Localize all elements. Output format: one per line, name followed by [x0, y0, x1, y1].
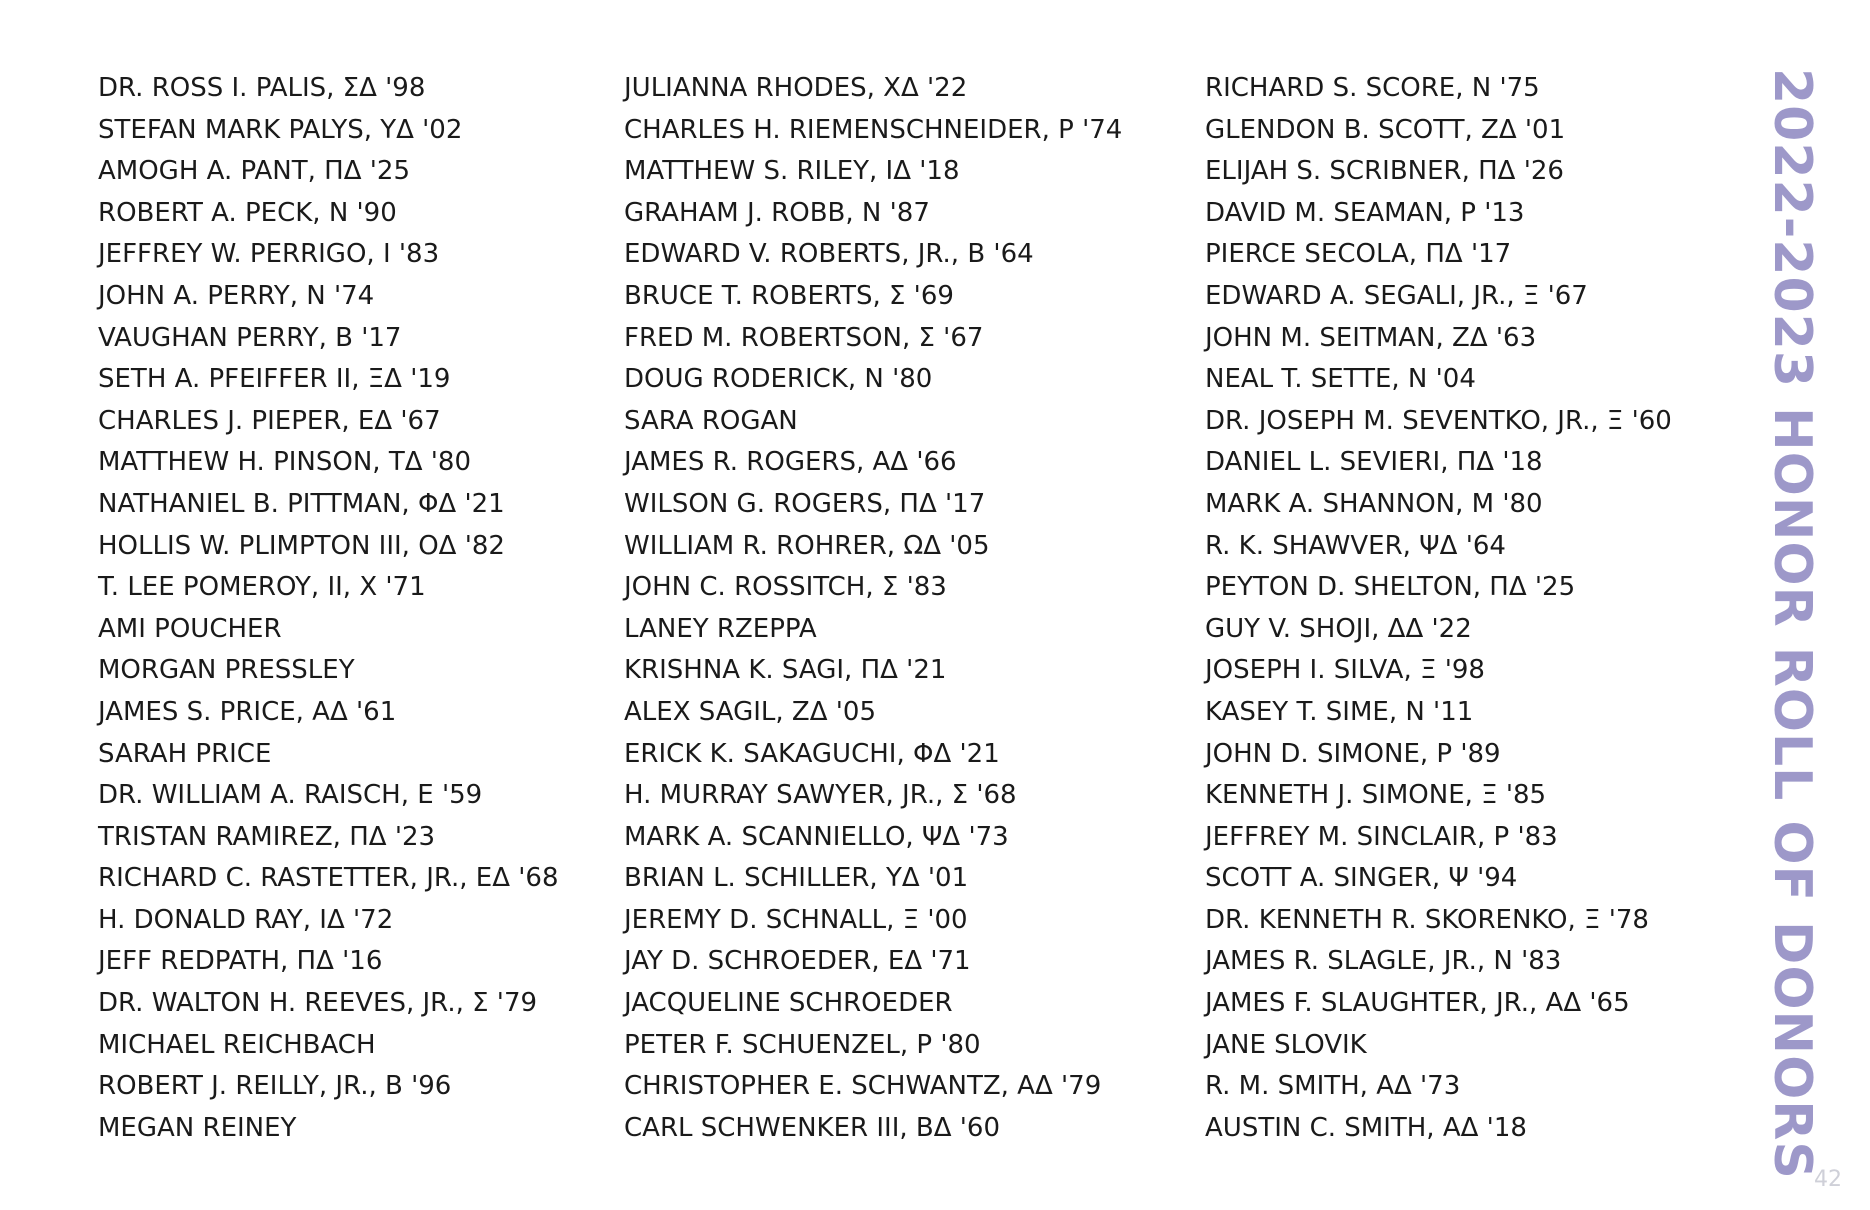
donor-name: MATTHEW S. RILEY, ΙΔ '18: [624, 156, 960, 187]
donor-column-2: [624, 68, 1122, 1149]
donor-name: JAMES S. PRICE, ΑΔ '61: [98, 696, 397, 727]
donor-name: RICHARD C. RASTETTER, JR., ΕΔ '68: [98, 863, 559, 894]
donor-name: MORGAN PRESSLEY: [98, 655, 355, 686]
donor-name: R. K. SHAWVER, ΨΔ '64: [1205, 530, 1506, 561]
donor-name: AMOGH A. PANT, ΠΔ '25: [98, 156, 410, 187]
donor-name: AMI POUCHER: [98, 613, 282, 644]
donor-name: CHARLES J. PIEPER, ΕΔ '67: [98, 405, 441, 436]
donor-name: JOHN C. ROSSITCH, Σ '83: [624, 572, 947, 603]
donor-name: JOHN A. PERRY, N '74: [98, 280, 375, 311]
donor-name: FRED M. ROBERTSON, Σ '67: [624, 322, 984, 353]
donor-name: ROBERT J. REILLY, JR., B '96: [98, 1071, 452, 1102]
donor-name: H. MURRAY SAWYER, JR., Σ '68: [624, 780, 1017, 811]
donor-name: MARK A. SCANNIELLO, ΨΔ '73: [624, 821, 1009, 852]
donor-name: MICHAEL REICHBACH: [98, 1029, 376, 1060]
donor-name: T. LEE POMEROY, II, X '71: [98, 572, 426, 603]
donor-name: JAY D. SCHROEDER, ΕΔ '71: [624, 946, 971, 977]
donor-name: EDWARD A. SEGALI, JR., Ξ '67: [1205, 280, 1588, 311]
donor-name: NEAL T. SETTE, N '04: [1205, 364, 1476, 395]
donor-name: STEFAN MARK PALYS, ΥΔ '02: [98, 114, 463, 145]
donor-name: DR. WILLIAM A. RAISCH, E '59: [98, 780, 483, 811]
donor-name: DR. JOSEPH M. SEVENTKO, JR., Ξ '60: [1205, 405, 1672, 436]
donor-name: DR. KENNETH R. SKORENKO, Ξ '78: [1205, 904, 1649, 935]
donor-name: HOLLIS W. PLIMPTON III, ΟΔ '82: [98, 530, 505, 561]
donor-column-3: [1205, 68, 1672, 1149]
donor-name: ROBERT A. PECK, N '90: [98, 197, 397, 228]
donor-name: DR. ROSS I. PALIS, ΣΔ '98: [98, 73, 426, 103]
vertical-page-title: 2022-2023 HONOR ROLL OF DONORS: [1762, 68, 1822, 1180]
donor-name: PETER F. SCHUENZEL, P '80: [624, 1029, 981, 1060]
donor-name: DR. WALTON H. REEVES, JR., Σ '79: [98, 988, 538, 1019]
donor-name: JOHN D. SIMONE, P '89: [1205, 738, 1501, 769]
donor-name: JEFFREY W. PERRIGO, I '83: [98, 239, 440, 270]
donor-name: ELIJAH S. SCRIBNER, ΠΔ '26: [1205, 156, 1564, 187]
donor-name: CARL SCHWENKER III, ΒΔ '60: [624, 1112, 1001, 1143]
donor-name: KRISHNA K. SAGI, ΠΔ '21: [624, 655, 947, 686]
donor-name: DAVID M. SEAMAN, P '13: [1205, 197, 1525, 228]
page-number: 42: [1814, 1167, 1842, 1192]
donor-name: JOSEPH I. SILVA, Ξ '98: [1205, 655, 1485, 686]
donor-name: JANE SLOVIK: [1205, 1029, 1367, 1060]
donor-name: WILLIAM R. ROHRER, ΩΔ '05: [624, 530, 990, 561]
donor-name: SCOTT A. SINGER, Ψ '94: [1205, 863, 1518, 894]
donor-name: ERICK K. SAKAGUCHI, ΦΔ '21: [624, 738, 1000, 769]
donor-name: JULIANNA RHODES, ΧΔ '22: [624, 73, 968, 103]
donor-name: JACQUELINE SCHROEDER: [624, 988, 953, 1019]
donor-name: WILSON G. ROGERS, ΠΔ '17: [624, 488, 986, 519]
donor-name: KENNETH J. SIMONE, Ξ '85: [1205, 780, 1547, 811]
donor-name: JOHN M. SEITMAN, ΖΔ '63: [1205, 322, 1537, 353]
donor-name: MARK A. SHANNON, M '80: [1205, 488, 1543, 519]
donor-name: SARA ROGAN: [624, 405, 798, 436]
donor-name: ALEX SAGIL, ΖΔ '05: [624, 696, 877, 727]
donor-name: JEREMY D. SCHNALL, Ξ '00: [624, 904, 968, 935]
donor-name: LANEY RZEPPA: [624, 613, 817, 644]
donor-name: MEGAN REINEY: [98, 1112, 297, 1143]
donor-name: MATTHEW H. PINSON, ΤΔ '80: [98, 447, 471, 478]
donor-name: GLENDON B. SCOTT, ΖΔ '01: [1205, 114, 1566, 145]
donor-name: PEYTON D. SHELTON, ΠΔ '25: [1205, 572, 1576, 603]
donor-name: JAMES R. ROGERS, ΑΔ '66: [624, 447, 957, 478]
donor-name: KASEY T. SIME, N '11: [1205, 696, 1474, 727]
donor-name: JEFF REDPATH, ΠΔ '16: [98, 946, 383, 977]
donor-name: VAUGHAN PERRY, B '17: [98, 322, 402, 353]
donor-name: RICHARD S. SCORE, N '75: [1205, 73, 1540, 103]
donor-name: GRAHAM J. ROBB, N '87: [624, 197, 930, 228]
donor-name: JAMES F. SLAUGHTER, JR., ΑΔ '65: [1205, 988, 1630, 1019]
donor-name: NATHANIEL B. PITTMAN, ΦΔ '21: [98, 488, 505, 519]
donor-column-1: [98, 68, 559, 1149]
donor-name: TRISTAN RAMIREZ, ΠΔ '23: [98, 821, 436, 852]
donor-name: BRUCE T. ROBERTS, Σ '69: [624, 280, 954, 311]
donor-name: AUSTIN C. SMITH, ΑΔ '18: [1205, 1112, 1527, 1143]
donor-name: EDWARD V. ROBERTS, JR., B '64: [624, 239, 1034, 270]
donor-name: H. DONALD RAY, ΙΔ '72: [98, 904, 394, 935]
donor-name: CHARLES H. RIEMENSCHNEIDER, P '74: [624, 114, 1123, 145]
donor-name: CHRISTOPHER E. SCHWANTZ, ΑΔ '79: [624, 1071, 1102, 1102]
donor-name: DANIEL L. SEVIERI, ΠΔ '18: [1205, 447, 1543, 478]
donor-name: JEFFREY M. SINCLAIR, P '83: [1205, 821, 1558, 852]
donor-name: SETH A. PFEIFFER II, ΞΔ '19: [98, 364, 451, 395]
donor-name: BRIAN L. SCHILLER, ΥΔ '01: [624, 863, 969, 894]
donor-name: JAMES R. SLAGLE, JR., N '83: [1205, 946, 1562, 977]
donor-name: DOUG RODERICK, N '80: [624, 364, 933, 395]
donor-name: SARAH PRICE: [98, 738, 272, 769]
donor-name: R. M. SMITH, ΑΔ '73: [1205, 1071, 1461, 1102]
donor-name: PIERCE SECOLA, ΠΔ '17: [1205, 239, 1512, 270]
donor-name: GUY V. SHOJI, ΔΔ '22: [1205, 613, 1472, 644]
